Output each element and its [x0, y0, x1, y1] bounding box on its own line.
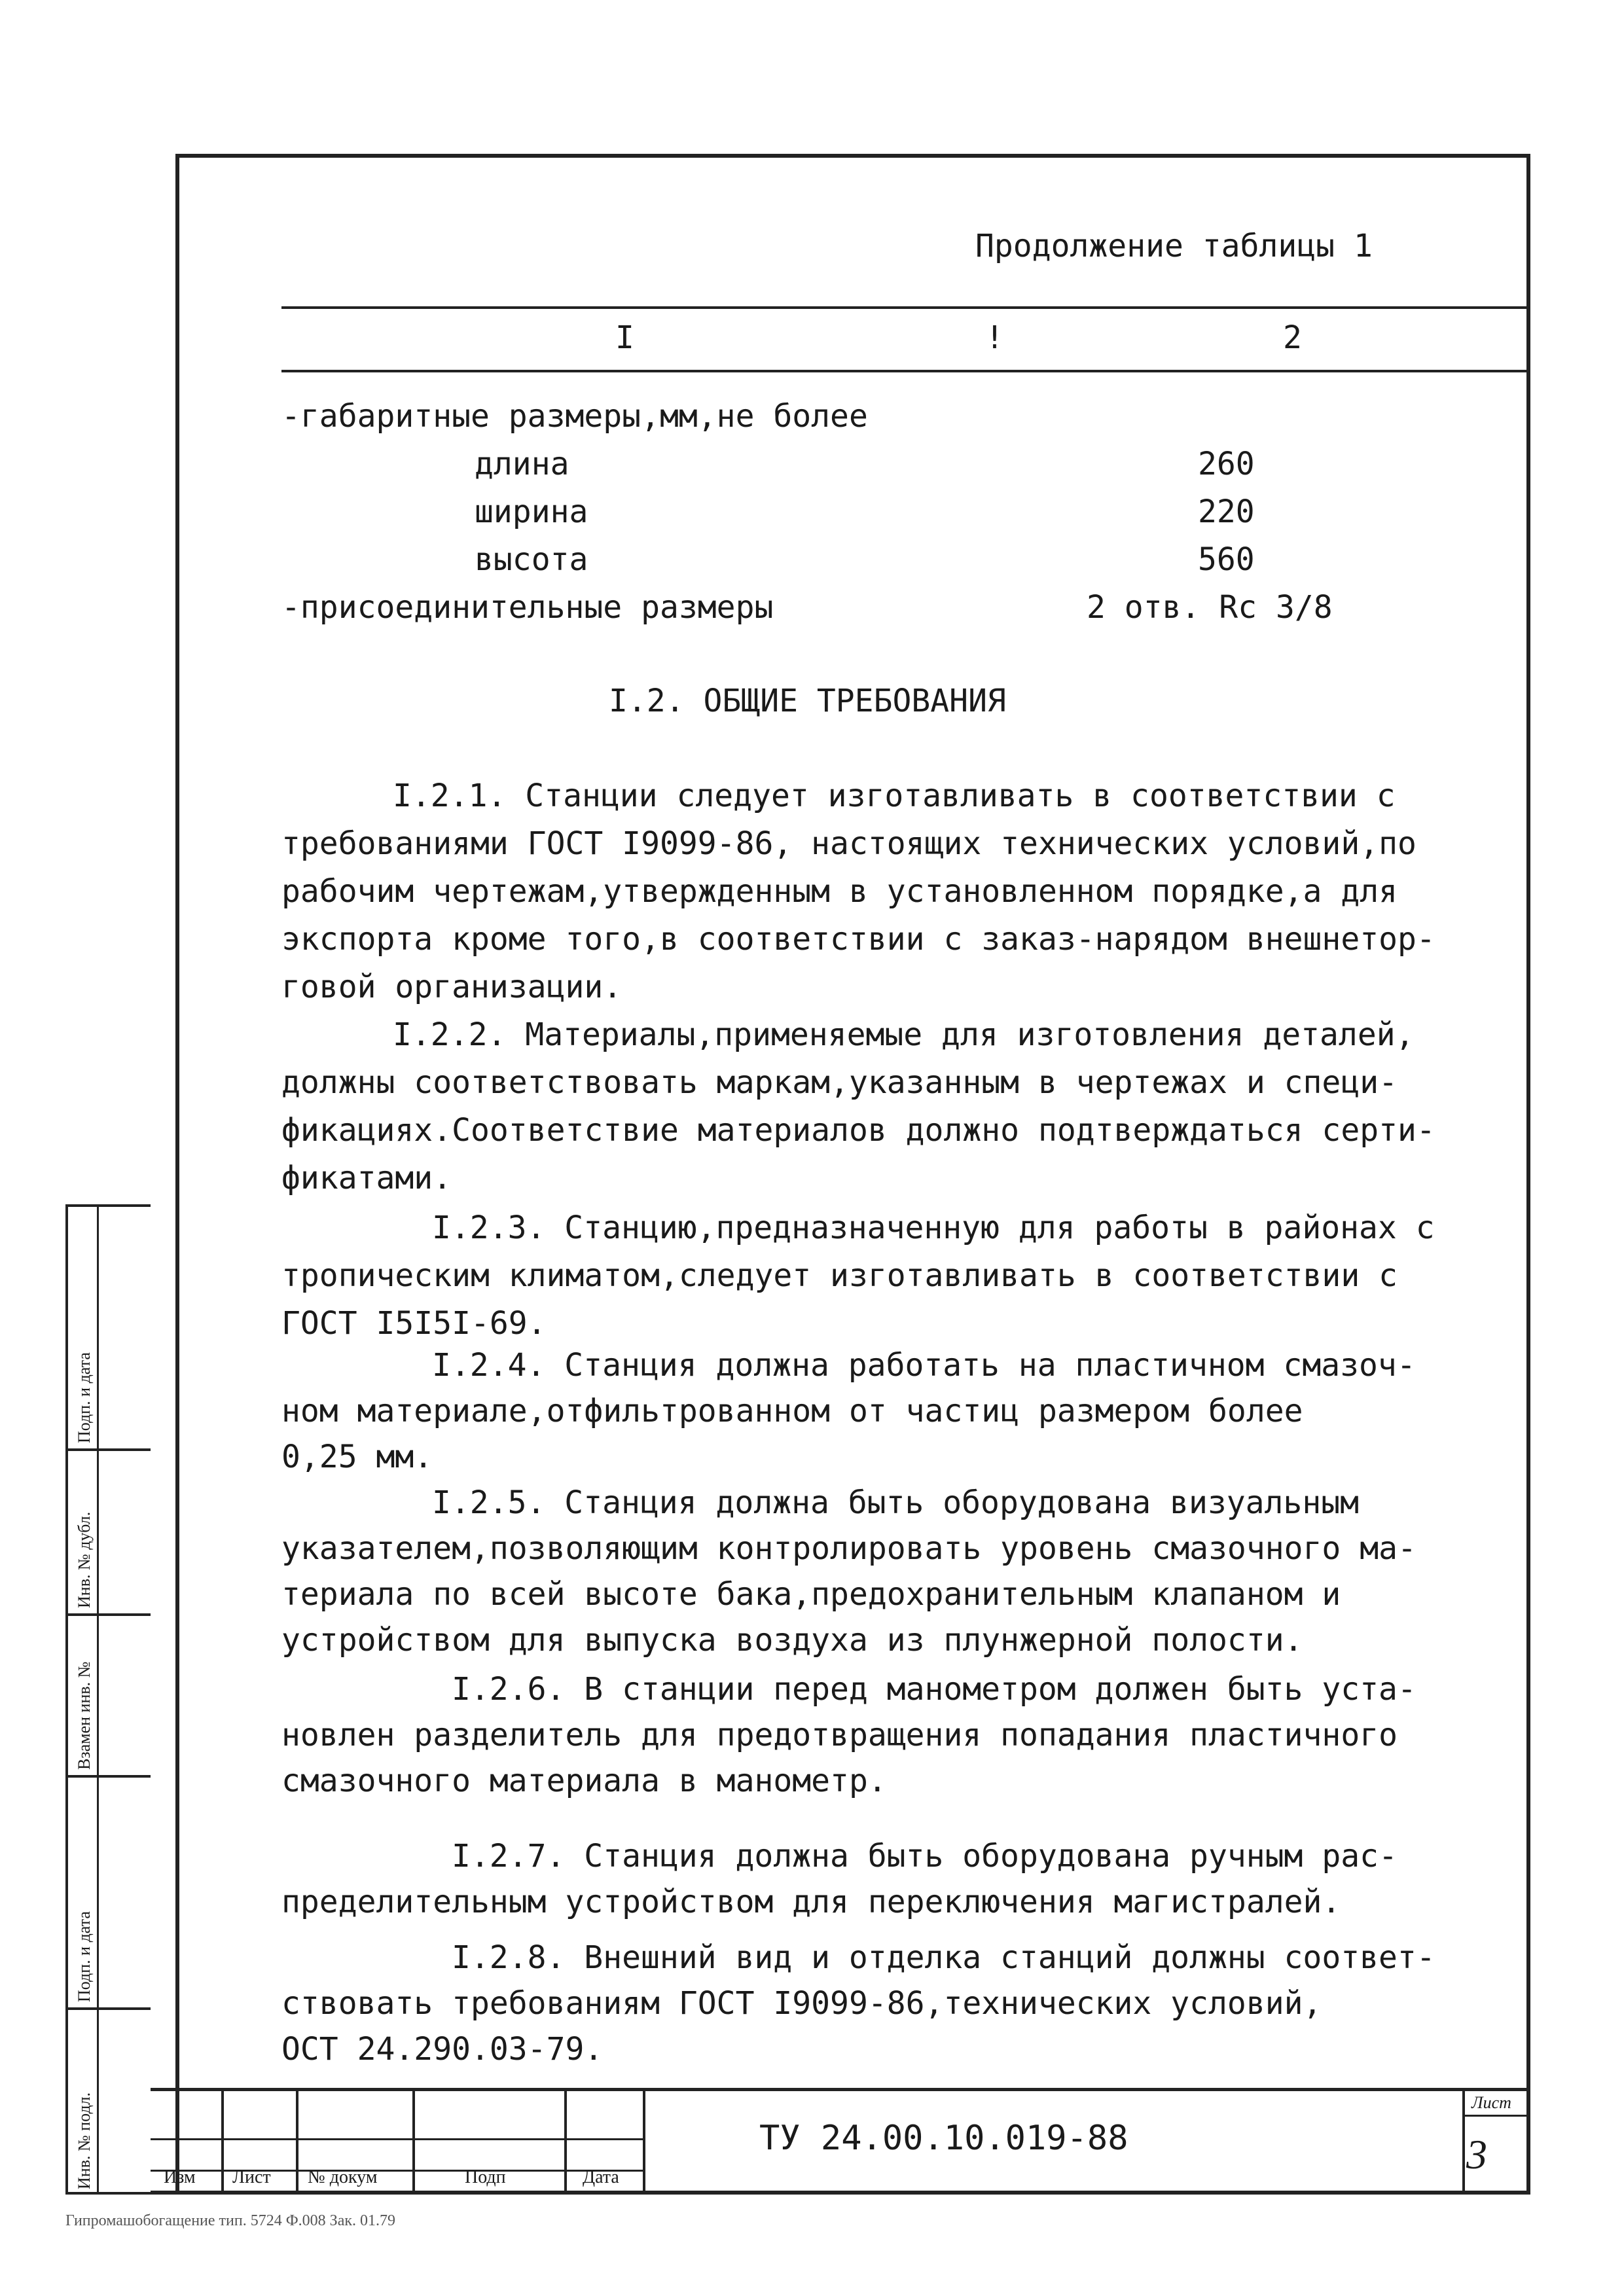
body-line: I.2.1. Станции следует изготавливать в соответствии с [393, 778, 1396, 814]
table-row-value: 220 [1198, 493, 1255, 530]
body-line: фикатами. [281, 1160, 452, 1196]
body-line: требованиями ГОСТ I9099-86, настоящих технических условий,по [281, 825, 1416, 862]
body-line: I.2.7. Станция должна быть оборудована ручным рас- [452, 1838, 1398, 1874]
side-label: Подп. и дата [75, 1352, 94, 1443]
body-line: I.2.5. Станция должна быть оборудована визуальным [432, 1484, 1360, 1521]
body-line: новлен разделитель для предотвращения попадания пластичного [281, 1717, 1398, 1753]
body-line: ствовать требованиям ГОСТ I9099-86,технических условий, [281, 1985, 1322, 2022]
body-line: териала по всей высоте бака,предохранительным клапаном и [281, 1576, 1341, 1613]
body-line: 0,25 мм. [281, 1439, 433, 1475]
print-footer: Гипромашобогащение тип. 5724 Ф.008 Зак. 01.79 [65, 2212, 395, 2229]
body-line: ГОСТ I5I5I-69. [281, 1305, 547, 1342]
body-line: смазочного материала в манометр. [281, 1763, 887, 1799]
section-title: I.2. ОБЩИЕ ТРЕБОВАНИЯ [609, 683, 1006, 719]
side-cell [68, 1616, 151, 1778]
table-row-value: 2 отв. Rc 3/8 [1087, 589, 1333, 626]
body-line: I.2.8. Внешний вид и отделка станций должны соответ- [452, 1939, 1435, 1976]
body-line: I.2.6. В станции перед манометром должен быть уста- [452, 1671, 1416, 1708]
body-line: указателем,позволяющим контролировать уровень смазочного ма- [281, 1530, 1416, 1567]
body-line: говой организации. [281, 969, 623, 1005]
body-line: ОСТ 24.290.03-79. [281, 2031, 604, 2068]
sheet-number: 3 [1466, 2131, 1487, 2178]
stamp-col-label: № докум [308, 2167, 378, 2187]
body-line: рабочим чертежам,утвержденным в установленном порядке,а для [281, 873, 1398, 910]
table-row-label: длина [475, 446, 569, 482]
table-col1-header: I [615, 319, 634, 356]
body-line: тропическим климатом,следует изготавливать в соответствии с [281, 1257, 1398, 1294]
side-label: Инв. № дубл. [75, 1511, 94, 1608]
body-line: I.2.3. Станцию,предназначенную для работы в районах с [432, 1210, 1435, 1246]
stamp-col-label: Изм [164, 2167, 196, 2187]
side-cell [68, 1778, 151, 2010]
table-row-label: -присоединительные размеры [281, 589, 774, 626]
table-rule-bottom [281, 370, 1528, 372]
table-row-value: 560 [1198, 541, 1255, 578]
table-row-label: -габаритные размеры,мм,не более [281, 398, 868, 435]
stamp-col-label: Подп [465, 2167, 506, 2187]
stamp-col-label: Дата [583, 2167, 619, 2187]
table-col2-header: ! [985, 319, 1004, 356]
side-label: Взамен инв. № [75, 1661, 94, 1770]
side-label: Инв. № подл. [75, 2092, 94, 2189]
table-continuation: Продолжение таблицы 1 [975, 228, 1373, 264]
table-row-label: ширина [475, 493, 588, 530]
side-cell [68, 2010, 151, 2195]
side-stamp [65, 1204, 151, 2195]
side-label: Подп. и дата [75, 1911, 94, 2002]
table-col3-header: 2 [1283, 319, 1302, 356]
side-cell [68, 1207, 151, 1451]
body-line: фикациях.Соответствие материалов должно подтверждаться серти- [281, 1112, 1435, 1149]
table-rule-top [281, 306, 1528, 309]
table-row-value: 260 [1198, 446, 1255, 482]
sheet-label: Лист [1471, 2093, 1511, 2112]
body-line: экспорта кроме того,в соответствии с заказ-нарядом внешнетор- [281, 921, 1435, 958]
table-row-label: высота [475, 541, 588, 578]
body-line: пределительным устройством для переключения магистралей. [281, 1884, 1341, 1920]
body-line: ном материале,отфильтрованном от частиц размером более [281, 1393, 1303, 1429]
body-line: I.2.2. Материалы,применяемые для изготовления деталей, [393, 1016, 1415, 1053]
stamp-col-label: Лист [232, 2167, 271, 2187]
body-line: I.2.4. Станция должна работать на пластичном смазоч- [432, 1347, 1416, 1384]
document-designation: ТУ 24.00.10.019-88 [759, 2119, 1128, 2158]
body-line: устройством для выпуска воздуха из плунжерной полости. [281, 1622, 1303, 1659]
side-cell [68, 1451, 151, 1616]
body-line: должны соответствовать маркам,указанным в чертежах и специ- [281, 1064, 1398, 1101]
